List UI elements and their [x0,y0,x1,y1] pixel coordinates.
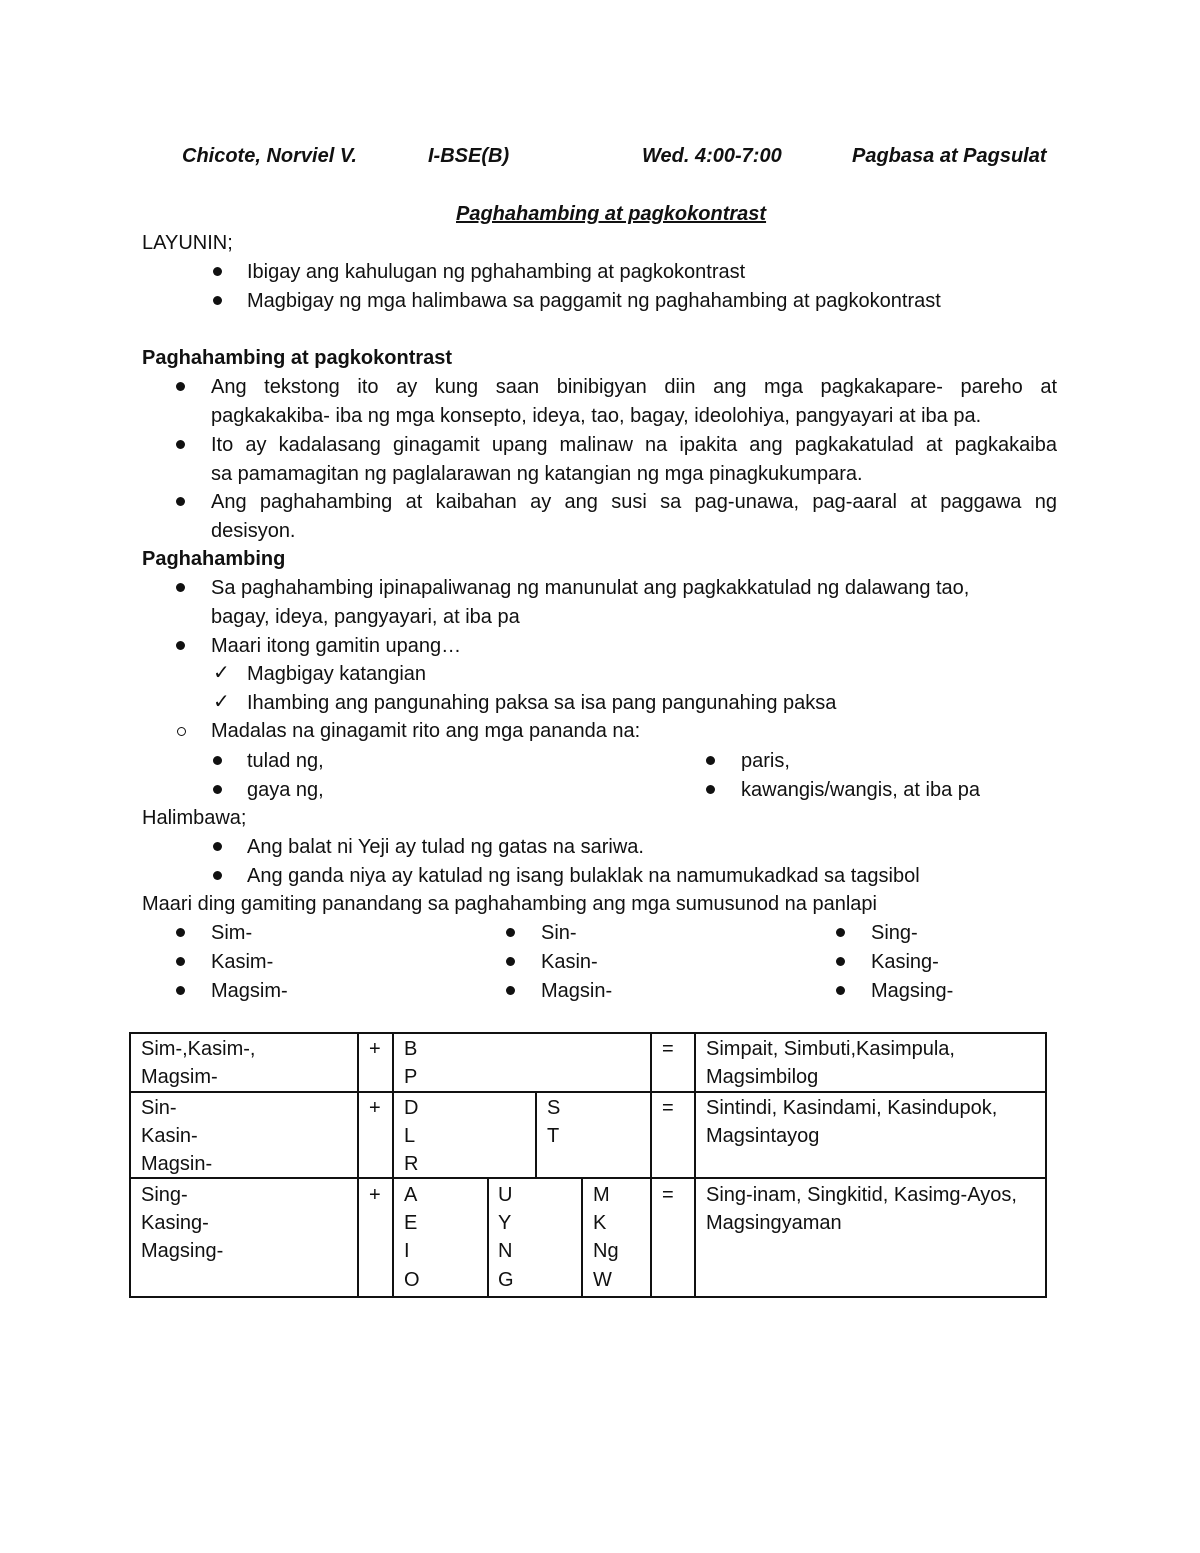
table-cell-letter: Ng [593,1240,619,1262]
bullet-icon [706,785,715,794]
check-item: Ihambing ang pangunahing paksa sa isa pang pangunahing paksa [247,692,837,714]
paragraph-line: Madalas na ginagamit rito ang mga pananda na: [211,720,641,742]
table-border [392,1032,394,1298]
paragraph-line: Sa paghahambing ipinapaliwanag ng manunulat ang pagkakkatulad ng dalawang tao, [211,577,970,599]
table-cell-result: Magsingyaman [706,1212,842,1234]
table-cell-prefix: Sin- [141,1097,177,1119]
bullet-icon [176,583,185,592]
bullet-icon [836,928,845,937]
bullet-icon [213,871,222,880]
table-cell-letter: U [498,1184,513,1206]
table-cell-equals: = [662,1038,674,1060]
paragraph-line: Ang tekstong ito ay kung saan binibigyan diin ang mga pagkakapare- pareho at [211,376,1057,398]
table-cell-letter: Y [498,1212,512,1234]
table-cell-letter: B [404,1038,418,1060]
table-border [581,1177,583,1297]
circle-bullet-icon [177,727,186,736]
layunin-item: Ibigay ang kahulugan ng pghahambing at pagkokontrast [247,261,746,283]
checkmark-icon: ✓ [213,662,230,684]
bullet-icon [176,986,185,995]
bullet-icon [836,957,845,966]
table-border [129,1032,131,1298]
bullet-icon [176,641,185,650]
table-cell-plus: + [369,1184,381,1206]
table-cell-prefix: Magsin- [141,1153,213,1175]
course-name: Pagbasa at Pagsulat [852,145,1047,167]
panlapi-item: Magsing- [871,980,954,1002]
class-schedule: Wed. 4:00-7:00 [642,145,782,167]
bullet-icon [176,928,185,937]
table-cell-letter: W [593,1269,612,1291]
table-cell-letter: D [404,1097,419,1119]
table-border [129,1296,1047,1298]
checkmark-icon: ✓ [213,691,230,713]
table-cell-equals: = [662,1184,674,1206]
table-cell-letter: T [547,1125,560,1147]
table-cell-prefix: Kasing- [141,1212,209,1234]
marker-item: paris, [741,750,790,772]
table-cell-plus: + [369,1038,381,1060]
bullet-icon [213,842,222,851]
table-cell-result: Magsimbilog [706,1066,819,1088]
marker-item: kawangis/wangis, at iba pa [741,779,981,801]
section-heading: Paghahambing [142,548,286,570]
marker-item: gaya ng, [247,779,324,801]
page-title: Paghahambing at pagkokontrast [456,203,767,225]
panlapi-item: Magsin- [541,980,613,1002]
panlapi-item: Sing- [871,922,918,944]
table-cell-letter: L [404,1125,416,1147]
table-cell-letter: N [498,1240,513,1262]
layunin-item: Magbigay ng mga halimbawa sa paggamit ng paghahambing at pagkokontrast [247,290,941,312]
table-border [1045,1032,1047,1298]
bullet-icon [213,296,222,305]
table-cell-letter: S [547,1097,561,1119]
table-cell-prefix: Sing- [141,1184,188,1206]
panlapi-intro: Maari ding gamiting panandang sa paghahambing ang mga sumusunod na panlapi [142,893,877,915]
table-cell-letter: M [593,1184,610,1206]
paragraph-line: pagkakakiba- iba ng mga konsepto, ideya, tao, bagay, ideolohiya, pangyayari at iba pa. [211,405,982,427]
bullet-icon [213,267,222,276]
table-cell-letter: A [404,1184,418,1206]
paragraph-line: Maari itong gamitin upang… [211,635,462,657]
table-cell-letter: I [404,1240,410,1262]
table-border [357,1032,359,1298]
panlapi-item: Sim- [211,922,253,944]
example-item: Ang balat ni Yeji ay tulad ng gatas na sariwa. [247,836,644,858]
table-border [650,1032,652,1298]
bullet-icon [176,957,185,966]
table-cell-letter: P [404,1066,418,1088]
table-cell-equals: = [662,1097,674,1119]
bullet-icon [176,440,185,449]
bullet-icon [506,928,515,937]
section-heading: Paghahambing at pagkokontrast [142,347,453,369]
table-cell-result: Magsintayog [706,1125,820,1147]
paragraph-line: Ang paghahambing at kaibahan ay ang susi sa pag-unawa, pag-aaral at paggawa ng [211,491,1057,513]
table-cell-prefix: Kasin- [141,1125,198,1147]
table-cell-plus: + [369,1097,381,1119]
halimbawa-label: Halimbawa; [142,807,247,829]
bullet-icon [176,497,185,506]
table-cell-prefix: Magsing- [141,1240,224,1262]
bullet-icon [213,785,222,794]
table-cell-letter: R [404,1153,419,1175]
panlapi-item: Magsim- [211,980,288,1002]
paragraph-line: sa pamamagitan ng paglalarawan ng katangian ng mga pinagkukumpara. [211,463,863,485]
bullet-icon [506,957,515,966]
table-border [535,1091,537,1178]
table-border [129,1177,1047,1179]
paragraph-line: desisyon. [211,520,296,542]
layunin-label: LAYUNIN; [142,232,233,254]
bullet-icon [506,986,515,995]
panlapi-item: Sin- [541,922,577,944]
table-cell-letter: K [593,1212,607,1234]
table-border [487,1177,489,1297]
table-cell-prefix: Magsim- [141,1066,218,1088]
table-cell-result: Simpait, Simbuti,Kasimpula, [706,1038,955,1060]
marker-item: tulad ng, [247,750,324,772]
paragraph-line: bagay, ideya, pangyayari, at iba pa [211,606,520,628]
table-border [129,1091,1047,1093]
bullet-icon [706,756,715,765]
panlapi-item: Kasing- [871,951,939,973]
panlapi-item: Kasim- [211,951,274,973]
table-cell-letter: E [404,1212,418,1234]
table-border [694,1032,696,1298]
paragraph-line: Ito ay kadalasang ginagamit upang malinaw na ipakita ang pagkakatulad at pagkakaiba [211,434,1057,456]
table-border [129,1032,1047,1034]
example-item: Ang ganda niya ay katulad ng isang bulaklak na namumukadkad sa tagsibol [247,865,920,887]
table-cell-letter: O [404,1269,420,1291]
student-section: I-BSE(B) [428,145,510,167]
panlapi-item: Kasin- [541,951,598,973]
student-name: Chicote, Norviel V. [182,145,357,167]
table-cell-letter: G [498,1269,514,1291]
bullet-icon [213,756,222,765]
check-item: Magbigay katangian [247,663,427,685]
table-cell-result: Sintindi, Kasindami, Kasindupok, [706,1097,998,1119]
bullet-icon [176,382,185,391]
table-cell-result: Sing-inam, Singkitid, Kasimg-Ayos, [706,1184,1017,1206]
bullet-icon [836,986,845,995]
table-cell-prefix: Sim-,Kasim-, [141,1038,256,1060]
